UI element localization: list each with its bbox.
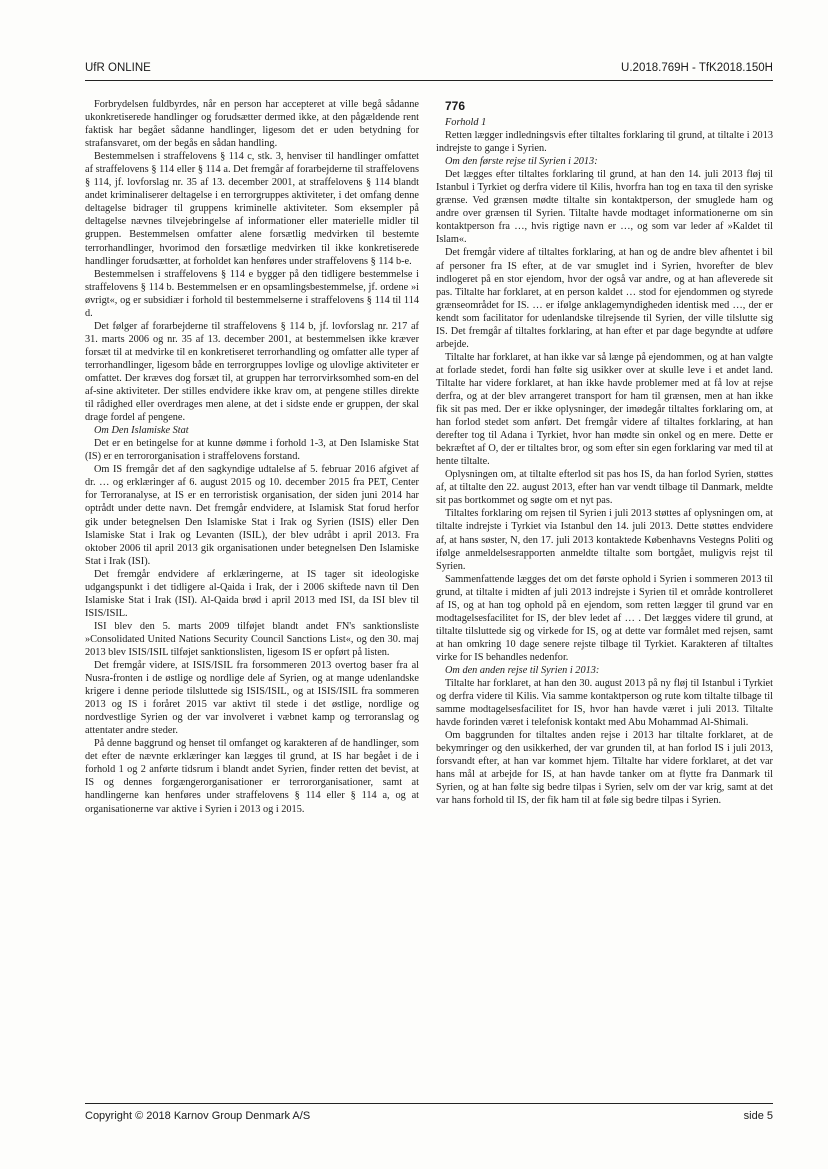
footer-rule <box>85 1103 773 1104</box>
paragraph: På denne baggrund og henset til omfanget og karakteren af de handlinger, som det efter de nævnte erklæringer kan lægges til grund, at IS har begået i de i forhold 1 og 2 anførte tidsrum i blandt andet Syrien, finder retten det bevist, at IS og dennes forgængerorganisationer er terrororganisationer, samt at handlingerne kan henføres under straffelovens § 114 eller § 114 a, og at organisationerne var aktive i Syrien i 2013 og i 2015. <box>85 738 419 815</box>
paragraph: Bestemmelsen i straffelovens § 114 e bygger på den tidligere bestemmelse i straffelovens § 114 b. Bestemmelsen er en opsamlingsbestemmelse, jf. ordene »i øvrigt«, og er subsidiær i forhold til bestemmelserne i straffelovens § 114 til 114 d. <box>85 268 419 319</box>
footer-page-number: side 5 <box>743 1110 773 1122</box>
page-margin-number: 776 <box>445 99 466 113</box>
paragraph: Det lægges efter tiltaltes forklaring til grund, at han den 14. juli 2013 fløj til Istanbul i Tyrkiet og derfra videre til Kilis, hvorfra han tog en taxa til den syriske grænse. Ved grænsen mødte tiltalte sin kontaktperson, der smuglede ham og andre over grænsen til Syrien. Tiltalte havde modtaget informationerne om sin kontaktperson fra …, hvis rigtige navn er …, og som var leder af »Kaldet til Islam«. <box>436 169 773 246</box>
footer-copyright: Copyright © 2018 Karnov Group Denmark A/S <box>85 1110 311 1122</box>
paragraph: Bestemmelsen i straffelovens § 114 c, stk. 3, henviser til handlinger omfattet af straffelovens § 114 eller § 114 a. Det fremgår af forarbejderne til straffelovens § 114, jf. lovforslag nr. 35 af 13. december 2001, at straffelovens § 114 blandt andet kriminaliserer deltagelse i en terrorgruppes aktiviteter, i det omfang denne deltagelse bidrager til gruppens kriminelle aktiviteter. Som eksempler på deltagelse nævnes tilvejebringelse af informationer eller materielle midler til gruppen. Bestemmelsen omfatter alene forsætlig medvirken til bestemte terrorhandlinger, hvorimod den forsætlige medvirken til ikke konkretiserede handlinger forudsætter, at forholdet kan henføres under straffelovens § 114 b-e. <box>85 151 419 267</box>
paragraph: Sammenfattende lægges det om det første ophold i Syrien i sommeren 2013 til grund, at tiltalte i midten af juli 2013 indrejste i Syrien til et område kontrolleret af IS, og at han tog ophold på en ejendom, som retten lægger til grund var en modtagelsesfacilitet for IS, der blev ledet af … . Det lægges videre til grund, at tiltalte tilsluttede sig og virkede for IS, og at dette var formålet med rejsen, samt at han omkring 10 dage senere rejste tilbage til Tyrkiet. Karakteren af tiltaltes virke for IS behandles nedenfor. <box>436 573 773 663</box>
section-heading: Om den første rejse til Syrien i 2013: <box>445 156 598 168</box>
paragraph: Oplysningen om, at tiltalte efterlod sit pas hos IS, da han forlod Syrien, støttes af, at tiltalte den 22. august 2013, efter han var vendt tilbage til Danmark, meldte sit pas bortkommet og søgte om et nyt pas. <box>436 469 773 507</box>
header-rule <box>85 80 773 81</box>
header-reference: U.2018.769H - TfK2018.150H <box>621 62 773 74</box>
paragraph: Tiltalte har forklaret, at han den 30. august 2013 på ny fløj til Istanbul i Tyrkiet og derfra videre til Kilis. Via samme kontaktperson og rute kom tiltalte tilbage til samme modtagelsesfacilitet for IS, hvor han havde været i juli 2013. Tiltalte havde forinden været i telefonisk kontakt med Abu Mohammad Al-Shimali. <box>436 678 773 729</box>
paragraph: Det fremgår videre af tiltaltes forklaring, at han og de andre blev afhentet i bil af personer fra IS efter, at de var smuglet ind i Syrien, hvorefter de blev indlogeret på en stor ejendom, hvor der også var andre, og at han afleverede sit pas. Tiltalte har forklaret, at en person kaldet … stod for ejendommen og styrede grænseområdet for IS. … er ifølge anklagemyndigheden identisk med …, der er kendt som facilitator for udenlandske tilrejsende til Syrien, der ville tilslutte sig IS. Det fremgår af tiltaltes forklaring, at han efter et par dage begyndte at udføre arbejde. <box>436 247 773 350</box>
right-column <box>436 98 773 807</box>
paragraph: Tiltaltes forklaring om rejsen til Syrien i juli 2013 støttes af oplysningen om, at tiltalte indrejste i Tyrkiet via Istanbul den 14. juli 2013. Dette støttes endvidere af, at hans søster, N, den 17. juli 2013 kontaktede Københavns Vestegns Politi og ifølge anmeldelsesrapporten anmeldte tiltalte som bortgået, muligvis rejst til Syrien. <box>436 508 773 572</box>
paragraph: Retten lægger indledningsvis efter tiltaltes forklaring til grund, at tiltalte i 2013 indrejste to gange i Syrien. <box>436 130 773 155</box>
paragraph: Det fremgår endvidere af erklæringerne, at IS tager sit ideologiske udgangspunkt i det tidligere al-Qaida i Irak, der i 2006 skiftede navn til Den Islamiske Stat i Irak (ISI). Al-Qaida brød i april 2013 med ISI, da ISI blev til ISIS/ISIL. <box>85 568 419 619</box>
section-heading: Om Den Islamiske Stat <box>94 425 189 437</box>
paragraph: Det fremgår videre, at ISIS/ISIL fra forsommeren 2013 overtog baser fra al Nusra-fronten i de østlige og nordlige dele af Syrien, og at mange udenlandske krigere i denne periode tilsluttede sig ISIS/ISIL, og at ISIS/ISIL fra sommeren 2013 og IS i foråret 2015 var aktivt til stede i det østlige, nordlige og nordvestlige Syrien og der var involveret i væbnet kamp og terroranslag og attentater andre steder. <box>85 660 419 737</box>
paragraph: Tiltalte har forklaret, at han ikke var så længe på ejendommen, og at han valgte at forlade stedet, fordi han følte sig usikker over at skulle leve i et andet land. Tiltalte har videre forklaret, at han ikke havde problemer med at få lov at rejse derfra, og at der blev arrangeret transport for ham til grænsen, men at han ikke fik sit pas med. Der er ikke oplysninger, der imødegår tiltaltes forklaring om, at han forlod stedet som anført. Det fremgår videre af tiltaltes forklaring, at han derefter tog til Adana i Tyrkiet, hvor han mødte sin onkel og en mere. Dette er bekræftet af O, der er tiltaltes bror, og som efter sin egen forklaring var med til at hente tiltalte. <box>436 351 773 468</box>
paragraph: ISI blev den 5. marts 2009 tilføjet blandt andet FN's sanktionsliste »Consolidated United Nations Security Council Sanctions List«, og den 30. maj 2013 blev ISIS/ISIL tilføjet sanktionslisten, ligesom IS er opført på listen. <box>85 620 419 658</box>
section-heading: Om den anden rejse til Syrien i 2013: <box>445 664 600 676</box>
paragraph: Det følger af forarbejderne til straffelovens § 114 b, jf. lovforslag nr. 217 af 31. marts 2006 og nr. 35 af 13. december 2001, at bestemmelsen ikke kræver forsæt til at medvirke til en konkretiseret terrorhandling og omfatter alle typer af terrorhandlinger, ligesom både en terrorgruppes lovlige og ulovlige aktiviteter er omfattet. Der kræves dog forsæt til, at gruppen har terrorvirksomhed som-en del af-sine aktiviteter. Der stilles endvidere ikke krav om, at pengene stilles direkte til rådighed eller overdrages men alene, at det i sidste ende er gruppen, der skal drage fordel af pengene. <box>85 320 419 424</box>
section-heading: Forhold 1 <box>445 117 487 128</box>
paragraph: Om baggrunden for tiltaltes anden rejse i 2013 har tiltalte forklaret, at de bekymringer og den usikkerhed, der var grunden til, at han forlod IS i juli 2013, forsvandt efter, at han var kommet hjem. Tiltalte har videre forklaret, at det var hans mål at arbejde for IS, at han havde tanker om at flytte fra Danmark til Syrien, og at han følte sig bedre tilpas i Syrien, selv om der var krig, samt at det var hans forhold til IS, der fik ham til at føle sig bedre tilpas i Syrien. <box>436 730 773 807</box>
left-column <box>85 98 419 816</box>
paragraph: Om IS fremgår det af den sagkyndige udtalelse af 5. februar 2016 afgivet af dr. … og erklæringer af 6. august 2015 og 10. december 2015 fra PET, Center for Terroranalyse, at IS er en terroristisk organisation, der siden juni 2014 har optrådt under dette navn. Det fremgår endvidere, at Islamisk Stat forud herfor gik under betegnelsen Den Islamiske Stat i Irak og Syrien (ISIS) eller Den Islamiske Stat i Irak og Levanten (ISIL), der blev udråbt i april 2013. Fra oktober 2006 til april 2013 gik organisationen under betegnelsen Den Islamiske Stat i Irak (ISI). <box>85 464 419 567</box>
paragraph: Det er en betingelse for at kunne dømme i forhold 1-3, at Den Islamiske Stat (IS) er en terrororganisation i straffelovens forstand. <box>85 438 419 463</box>
header-publication: UfR ONLINE <box>85 62 151 74</box>
paragraph: Forbrydelsen fuldbyrdes, når en person har accepteret at ville begå sådanne ukonkretiserede handlinger og forudsætter dermed ikke, at den pågældende rent faktisk har begået sådanne handlinger, ligesom det er uden betydning for strafansvaret, om der begås en sådan handling. <box>85 99 419 150</box>
